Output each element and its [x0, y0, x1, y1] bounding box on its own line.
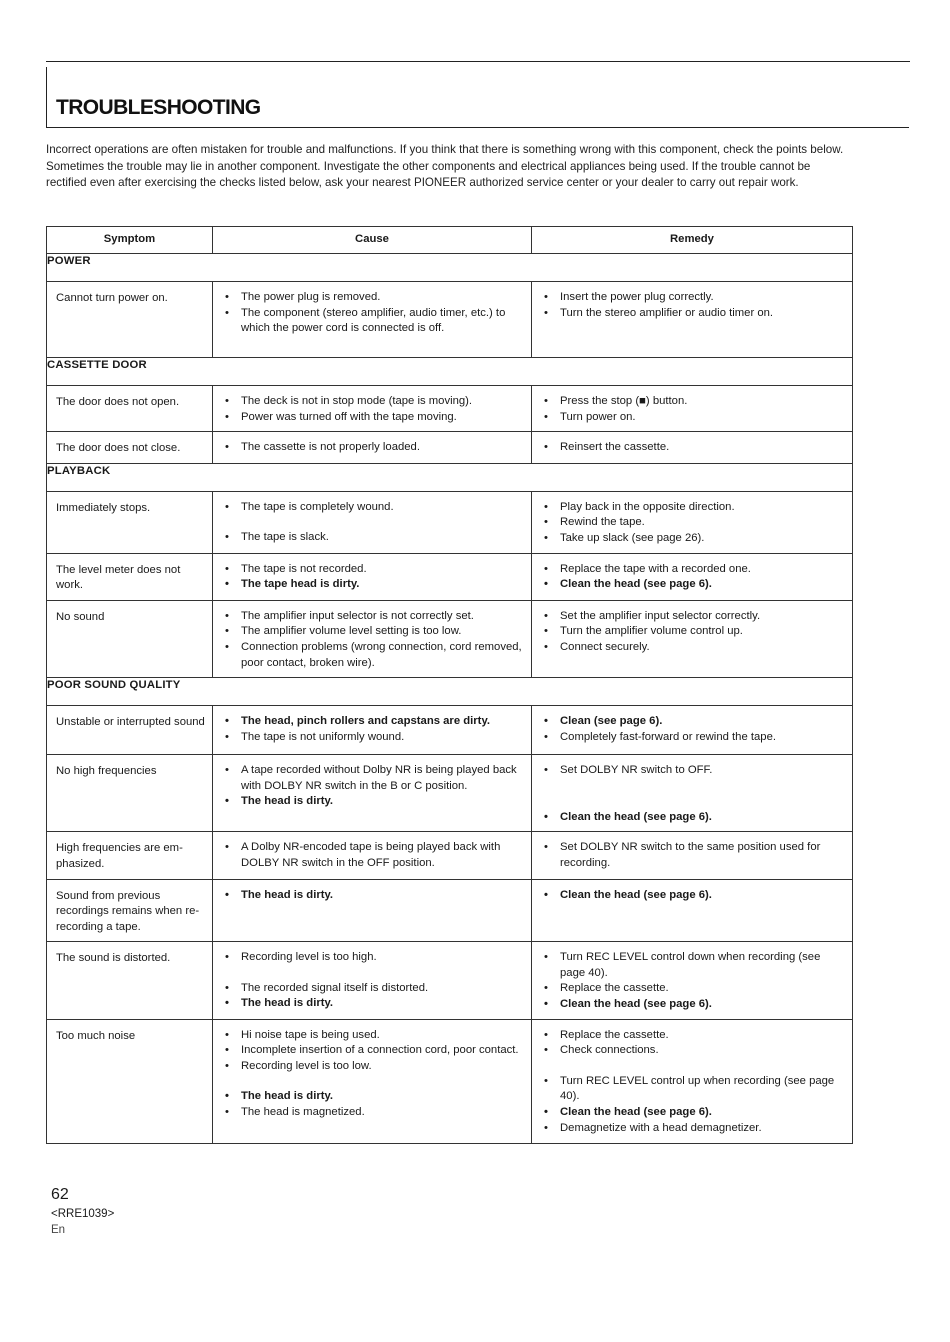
remedy-list	[542, 562, 844, 593]
remedy-list	[542, 714, 844, 745]
symptom-cell: The door does not close.	[47, 432, 213, 464]
symptom-cell: Sound from previous recordings remains when re-recording a tape.	[47, 879, 213, 942]
section-row	[47, 463, 853, 491]
cause-list	[223, 888, 523, 904]
symptom-cell: Immediately stops.	[47, 491, 213, 553]
symptom-cell: The sound is distorted.	[47, 942, 213, 1019]
cause-item: • The head is dirty.	[223, 1089, 523, 1105]
remedy-cell	[532, 942, 853, 1019]
symptom-cell: Too much noise	[47, 1019, 213, 1143]
cause-list	[223, 290, 523, 337]
table-row	[47, 282, 853, 358]
remedy-item: • Turn the stereo amplifier or audio timer on.	[542, 306, 844, 322]
cause-item: • A Dolby NR-encoded tape is being played back with DOLBY NR switch in the OFF position.	[223, 840, 523, 871]
table-row	[47, 1019, 853, 1143]
header-symptom: Symptom	[47, 227, 213, 254]
header-cause: Cause	[213, 227, 532, 254]
remedy-item: • Clean (see page 6).	[542, 714, 844, 730]
remedy-item: • Clean the head (see page 6).	[542, 997, 844, 1013]
cause-item: • The power plug is removed.	[223, 290, 523, 306]
remedy-list	[542, 290, 844, 321]
remedy-item: • Replace the cassette.	[542, 981, 844, 997]
remedy-cell	[532, 386, 853, 432]
cause-item: • The head is dirty.	[223, 996, 523, 1012]
cause-item: • The tape is not uniformly wound.	[223, 730, 523, 746]
cause-cell	[213, 706, 532, 755]
cause-item: • The deck is not in stop mode (tape is moving).	[223, 394, 523, 410]
table-row	[47, 706, 853, 755]
cause-list	[223, 394, 523, 425]
footer	[51, 1186, 114, 1238]
symptom-cell: Cannot turn power on.	[47, 282, 213, 358]
cause-list	[223, 714, 523, 745]
remedy-cell	[532, 1019, 853, 1143]
section-row	[47, 254, 853, 282]
remedy-item: • Clean the head (see page 6).	[542, 888, 844, 904]
cause-item: • The amplifier input selector is not correctly set.	[223, 609, 523, 625]
table-row	[47, 832, 853, 879]
cause-cell	[213, 1019, 532, 1143]
cause-cell	[213, 386, 532, 432]
table-row	[47, 553, 853, 600]
remedy-cell	[532, 432, 853, 464]
page-title: TROUBLESHOOTING	[56, 96, 261, 119]
remedy-cell	[532, 600, 853, 677]
cause-cell	[213, 600, 532, 677]
cause-list	[223, 1028, 523, 1121]
remedy-item: • Clean the head (see page 6).	[542, 1105, 844, 1121]
remedy-item: • Connect securely.	[542, 640, 844, 656]
remedy-item: • Set DOLBY NR switch to OFF.	[542, 763, 844, 779]
section-title: PLAYBACK	[47, 463, 853, 491]
section-title: POOR SOUND QUALITY	[47, 678, 853, 706]
remedy-item: • Take up slack (see page 26).	[542, 531, 844, 547]
remedy-cell	[532, 553, 853, 600]
symptom-cell: High frequencies are em-phasized.	[47, 832, 213, 879]
cause-item: • The recorded signal itself is distorted.	[223, 981, 523, 997]
remedy-item: • Set DOLBY NR switch to the same position used for recording.	[542, 840, 844, 871]
remedy-cell	[532, 879, 853, 942]
cause-item: • Incomplete insertion of a connection cord, poor contact.	[223, 1043, 523, 1059]
cause-item: • The tape is not recorded.	[223, 562, 523, 578]
cause-item: • The amplifier volume level setting is too low.	[223, 624, 523, 640]
remedy-item: • Clean the head (see page 6).	[542, 577, 844, 593]
remedy-item: • Turn the amplifier volume control up.	[542, 624, 844, 640]
remedy-list	[542, 763, 844, 825]
intro	[46, 142, 854, 192]
table-row	[47, 491, 853, 553]
cause-cell	[213, 282, 532, 358]
remedy-list	[542, 440, 844, 456]
troubleshooting-table	[46, 226, 853, 1144]
cause-cell	[213, 553, 532, 600]
remedy-item: • Reinsert the cassette.	[542, 440, 844, 456]
header-remedy: Remedy	[532, 227, 853, 254]
cause-item: • The tape is slack.	[223, 530, 523, 546]
symptom-cell: No high frequencies	[47, 755, 213, 832]
remedy-item: • Check connections.	[542, 1043, 844, 1059]
cause-cell	[213, 832, 532, 879]
cause-item: • Power was turned off with the tape moving.	[223, 410, 523, 426]
remedy-item: • Demagnetize with a head demagnetizer.	[542, 1121, 844, 1137]
cause-item: • The tape head is dirty.	[223, 577, 523, 593]
remedy-item: • Play back in the opposite direction.	[542, 500, 844, 516]
section-row	[47, 358, 853, 386]
remedy-item: • Completely fast-forward or rewind the tape.	[542, 730, 844, 746]
cause-list	[223, 840, 523, 871]
remedy-list	[542, 500, 844, 547]
remedy-item: • Turn power on.	[542, 410, 844, 426]
cause-item: • Hi noise tape is being used.	[223, 1028, 523, 1044]
cause-item: • The head is magnetized.	[223, 1105, 523, 1121]
top-rule	[46, 61, 910, 62]
section-title: POWER	[47, 254, 853, 282]
cause-list	[223, 950, 523, 1012]
symptom-cell: The door does not open.	[47, 386, 213, 432]
cause-item: • The tape is completely wound.	[223, 500, 523, 516]
document-code: <RRE1039>	[51, 1208, 115, 1220]
cause-item: • Recording level is too high.	[223, 950, 523, 966]
cause-item: • The head is dirty.	[223, 794, 523, 810]
remedy-list	[542, 609, 844, 656]
remedy-item: • Turn REC LEVEL control up when recording (see page 40).	[542, 1074, 844, 1105]
remedy-item: • Set the amplifier input selector correctly.	[542, 609, 844, 625]
symptom-cell: The level meter does not work.	[47, 553, 213, 600]
table-row	[47, 432, 853, 464]
language-code: En	[51, 1224, 66, 1236]
remedy-item: • Rewind the tape.	[542, 515, 844, 531]
remedy-cell	[532, 491, 853, 553]
cause-cell	[213, 755, 532, 832]
table-row	[47, 942, 853, 1019]
remedy-item: • Replace the cassette.	[542, 1028, 844, 1044]
remedy-item: • Turn REC LEVEL control down when recording (see page 40).	[542, 950, 844, 981]
remedy-cell	[532, 282, 853, 358]
cause-item: • The head is dirty.	[223, 888, 523, 904]
cause-item: • The head, pinch rollers and capstans are dirty.	[223, 714, 523, 730]
remedy-list	[542, 394, 844, 425]
symptom-cell: No sound	[47, 600, 213, 677]
cause-cell	[213, 879, 532, 942]
cause-item: • Recording level is too low.	[223, 1059, 523, 1075]
remedy-list	[542, 1028, 844, 1137]
page-number: 62	[51, 1186, 69, 1203]
remedy-item: • Press the stop (■) button.	[542, 394, 844, 410]
intro-paragraph: Incorrect operations are often mistaken for trouble and malfunctions. If you think that there is something wrong with this component, check the points below. Sometimes the trouble may lie in another component. Investigate the other components and electrical appliances being used. If the trouble cannot be rectified even after exercising the checks listed below, ask your nearest PIONEER authorized service center or your dealer to carry out repair work.	[46, 143, 844, 189]
remedy-cell	[532, 755, 853, 832]
cause-item: • The cassette is not properly loaded.	[223, 440, 523, 456]
table-row	[47, 386, 853, 432]
section-title: CASSETTE DOOR	[47, 358, 853, 386]
section-row	[47, 678, 853, 706]
remedy-item: • Clean the head (see page 6).	[542, 810, 844, 826]
cause-list	[223, 562, 523, 593]
cause-list	[223, 609, 523, 671]
symptom-cell: Unstable or interrupted sound	[47, 706, 213, 755]
cause-item: • Connection problems (wrong connection, cord removed, poor contact, broken wire).	[223, 640, 523, 671]
remedy-cell	[532, 706, 853, 755]
cause-list	[223, 763, 523, 810]
remedy-item: • Replace the tape with a recorded one.	[542, 562, 844, 578]
remedy-list	[542, 950, 844, 1012]
cause-cell	[213, 491, 532, 553]
cause-cell	[213, 942, 532, 1019]
table-row	[47, 755, 853, 832]
cause-item: • A tape recorded without Dolby NR is being played back with DOLBY NR switch in the B or C position.	[223, 763, 523, 794]
cause-list	[223, 500, 523, 546]
cause-item: • The component (stereo amplifier, audio timer, etc.) to which the power cord is connected is off.	[223, 306, 523, 337]
table-row	[47, 600, 853, 677]
remedy-list	[542, 840, 844, 871]
remedy-item: • Insert the power plug correctly.	[542, 290, 844, 306]
remedy-list	[542, 888, 844, 904]
remedy-cell	[532, 832, 853, 879]
cause-cell	[213, 432, 532, 464]
table-header-row	[47, 227, 853, 254]
cause-list	[223, 440, 523, 456]
table-row	[47, 879, 853, 942]
